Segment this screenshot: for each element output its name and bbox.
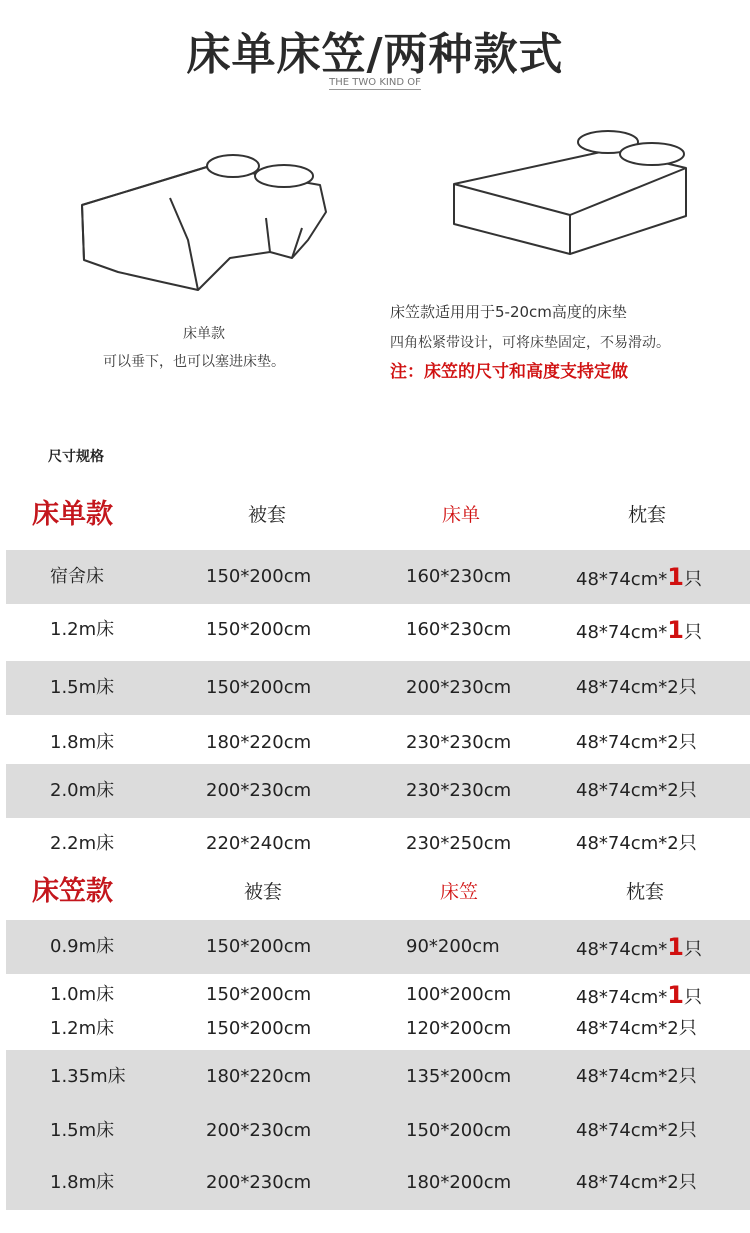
duvet-size: 150*200cm — [206, 566, 312, 587]
table-row — [6, 1104, 750, 1158]
sheet-size: 230*230cm — [406, 732, 512, 753]
duvet-size: 150*200cm — [206, 1018, 312, 1039]
table-row — [6, 1156, 750, 1210]
header-duvet: 被套 — [248, 504, 287, 526]
pillow-unit: 只 — [678, 1018, 697, 1039]
bed-size: 1.2m床 — [50, 1018, 115, 1039]
duvet-size: 200*230cm — [206, 780, 312, 801]
pillow-unit: 只 — [683, 569, 702, 590]
pillow-spec — [576, 716, 697, 770]
pillow-unit: 只 — [683, 622, 702, 643]
pillow-unit: 只 — [678, 780, 697, 801]
sheet-size: 150*200cm — [406, 1120, 512, 1141]
bed-size: 1.8m床 — [50, 1172, 115, 1193]
pillow-unit: 只 — [678, 677, 697, 698]
pillow-count: 1 — [667, 563, 684, 591]
table-row — [6, 817, 750, 871]
sheet-size: 160*230cm — [406, 619, 512, 640]
sheet-size: 180*200cm — [406, 1172, 512, 1193]
table-row — [6, 920, 750, 974]
pillow-unit: 只 — [683, 987, 702, 1008]
pillow-spec — [576, 1050, 697, 1104]
sheet-size: 160*230cm — [406, 566, 512, 587]
sheet-size: 230*230cm — [406, 780, 512, 801]
pillow-size: 48*74cm* — [576, 569, 668, 590]
table-row — [6, 1050, 750, 1104]
pillow-spec — [576, 603, 702, 657]
header-sheet: 床单 — [442, 504, 481, 526]
pillow-unit: 只 — [678, 732, 697, 753]
pillow-count: 2 — [667, 1120, 679, 1141]
bed-size: 1.5m床 — [50, 677, 115, 698]
duvet-size: 150*200cm — [206, 936, 312, 957]
fitted-section-title: 床笠款 — [32, 876, 113, 907]
fitted-sheet-bed-illustration — [440, 120, 695, 265]
pillow-spec — [576, 661, 697, 715]
pillow-count: 1 — [667, 981, 684, 1009]
pillow-size: 48*74cm* — [576, 677, 668, 698]
bed-size: 1.8m床 — [50, 732, 115, 753]
bed-size: 2.2m床 — [50, 833, 115, 854]
flat-sheet-desc: 可以垂下，也可以塞进床垫。 — [103, 354, 285, 370]
pillow-count: 2 — [667, 732, 679, 753]
pillow-count: 2 — [667, 677, 679, 698]
pillow-size: 48*74cm* — [576, 1172, 668, 1193]
table-row — [6, 550, 750, 604]
duvet-size: 150*200cm — [206, 619, 312, 640]
table-row — [6, 764, 750, 818]
pillow-size: 48*74cm* — [576, 833, 668, 854]
pillow-spec — [576, 550, 702, 604]
header-pillow: 枕套 — [628, 504, 667, 526]
sheet-size: 135*200cm — [406, 1066, 512, 1087]
fitted-table-header — [6, 865, 750, 919]
bed-size: 宿舍床 — [50, 566, 104, 587]
pillow-spec — [576, 764, 697, 818]
sheet-section-title: 床单款 — [32, 499, 113, 530]
custom-size-note: 注：床笠的尺寸和高度支持定做 — [390, 362, 628, 382]
pillow-spec — [576, 817, 697, 871]
bed-size: 1.0m床 — [50, 984, 115, 1005]
table-row — [6, 603, 750, 657]
flat-sheet-bed-illustration — [70, 140, 340, 305]
pillow-count: 2 — [667, 1018, 679, 1039]
pillow-size: 48*74cm* — [576, 622, 668, 643]
pillow-count: 1 — [667, 933, 684, 961]
spec-title: 尺寸规格 — [48, 449, 104, 465]
pillow-spec — [576, 1002, 697, 1056]
pillow-unit: 只 — [678, 1120, 697, 1141]
sheet-table-header — [6, 488, 750, 542]
duvet-size: 200*230cm — [206, 1172, 312, 1193]
header-fitted-sheet: 床笠 — [440, 881, 479, 903]
sheet-size: 230*250cm — [406, 833, 512, 854]
bed-size: 2.0m床 — [50, 780, 115, 801]
duvet-size: 150*200cm — [206, 984, 312, 1005]
pillow-count: 2 — [667, 833, 679, 854]
header-duvet: 被套 — [244, 881, 283, 903]
fitted-sheet-desc-1: 床笠款适用用于5-20cm高度的床垫 — [390, 303, 627, 321]
pillow-size: 48*74cm* — [576, 1066, 668, 1087]
pillow-unit: 只 — [678, 1172, 697, 1193]
pillow-size: 48*74cm* — [576, 780, 668, 801]
bed-size: 1.5m床 — [50, 1120, 115, 1141]
pillow-size: 48*74cm* — [576, 939, 668, 960]
pillow-unit: 只 — [678, 1066, 697, 1087]
duvet-size: 200*230cm — [206, 1120, 312, 1141]
pillow-count: 1 — [667, 616, 684, 644]
table-row — [6, 1002, 750, 1056]
pillow-count: 2 — [667, 1172, 679, 1193]
sheet-size: 90*200cm — [406, 936, 500, 957]
duvet-size: 180*220cm — [206, 732, 312, 753]
duvet-size: 180*220cm — [206, 1066, 312, 1087]
pillow-spec — [576, 1104, 697, 1158]
flat-sheet-label: 床单款 — [183, 326, 225, 342]
pillow-count: 2 — [667, 780, 679, 801]
pillow-unit: 只 — [678, 833, 697, 854]
table-row — [6, 661, 750, 715]
sheet-size: 100*200cm — [406, 984, 512, 1005]
duvet-size: 220*240cm — [206, 833, 312, 854]
header-pillow: 枕套 — [626, 881, 665, 903]
bed-size: 0.9m床 — [50, 936, 115, 957]
page-title: 床单床笠/两种款式 — [186, 29, 564, 80]
sheet-size: 200*230cm — [406, 677, 512, 698]
pillow-size: 48*74cm* — [576, 732, 668, 753]
pillow-spec — [576, 1156, 697, 1210]
sheet-size: 120*200cm — [406, 1018, 512, 1039]
pillow-size: 48*74cm* — [576, 987, 668, 1008]
pillow-spec — [576, 920, 702, 974]
bed-size: 1.35m床 — [50, 1066, 126, 1087]
pillow-count: 2 — [667, 1066, 679, 1087]
fitted-sheet-desc-2: 四角松紧带设计，可将床垫固定，不易滑动。 — [390, 335, 670, 351]
page-subtitle: THE TWO KIND OF — [329, 77, 421, 88]
table-row — [6, 716, 750, 770]
pillow-unit: 只 — [683, 939, 702, 960]
duvet-size: 150*200cm — [206, 677, 312, 698]
bed-size: 1.2m床 — [50, 619, 115, 640]
pillow-size: 48*74cm* — [576, 1018, 668, 1039]
pillow-size: 48*74cm* — [576, 1120, 668, 1141]
